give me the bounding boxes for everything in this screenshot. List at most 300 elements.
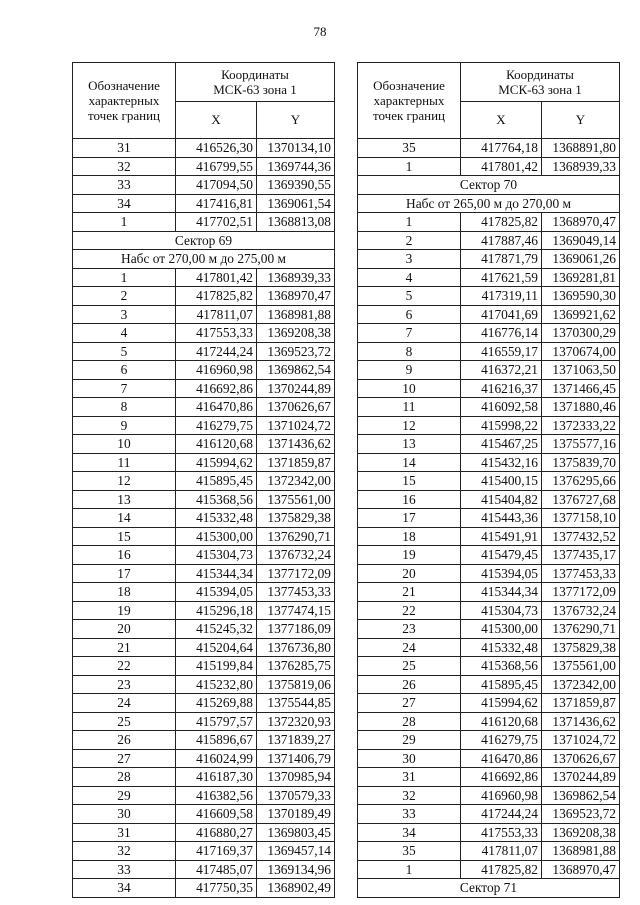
point-id-cell: 25 (73, 712, 176, 731)
y-coordinate-cell: 1371859,87 (257, 453, 335, 472)
y-coordinate-cell: 1368891,80 (542, 139, 620, 158)
table-row (73, 287, 335, 306)
y-coordinate-cell: 1376290,71 (257, 527, 335, 546)
point-id-cell: 2 (358, 231, 461, 250)
y-coordinate-cell: 1369862,54 (257, 361, 335, 380)
point-id-cell: 28 (358, 712, 461, 731)
y-coordinate-cell: 1377186,09 (257, 620, 335, 639)
table-row (358, 731, 620, 750)
x-coordinate-cell: 415998,22 (461, 416, 542, 435)
table-row (73, 435, 335, 454)
x-coordinate-cell: 417811,07 (176, 305, 257, 324)
x-coordinate-cell: 415394,05 (461, 564, 542, 583)
table-row (358, 139, 620, 158)
x-coordinate-cell: 416609,58 (176, 805, 257, 824)
table-row (73, 564, 335, 583)
y-coordinate-cell: 1376290,71 (542, 620, 620, 639)
point-id-cell: 33 (73, 176, 176, 195)
point-id-cell: 6 (358, 305, 461, 324)
point-id-cell: 32 (73, 157, 176, 176)
x-coordinate-cell: 417825,82 (461, 860, 542, 879)
y-coordinate-cell: 1372342,00 (542, 675, 620, 694)
table-row (73, 342, 335, 361)
y-coordinate-cell: 1376285,75 (257, 657, 335, 676)
point-id-cell: 16 (73, 546, 176, 565)
header-coord-line: МСК-63 зона 1 (213, 81, 297, 97)
point-id-cell: 27 (73, 749, 176, 768)
table-row (73, 805, 335, 824)
y-coordinate-cell: 1369390,55 (257, 176, 335, 195)
table-row (73, 194, 335, 213)
table-row (73, 361, 335, 380)
table-row (73, 620, 335, 639)
y-coordinate-cell: 1368939,33 (257, 268, 335, 287)
section-header-row (358, 176, 620, 195)
x-coordinate-cell: 417169,37 (176, 842, 257, 861)
point-id-cell: 22 (358, 601, 461, 620)
y-coordinate-cell: 1375829,38 (542, 638, 620, 657)
y-coordinate-cell: 1376732,24 (257, 546, 335, 565)
y-coordinate-cell: 1376727,68 (542, 490, 620, 509)
table-row (358, 768, 620, 787)
point-id-cell: 34 (358, 823, 461, 842)
point-id-cell: 5 (358, 287, 461, 306)
table-row (358, 268, 620, 287)
x-coordinate-cell: 417553,33 (461, 823, 542, 842)
x-coordinate-cell: 416960,98 (461, 786, 542, 805)
x-coordinate-cell: 415300,00 (176, 527, 257, 546)
x-coordinate-cell: 415432,16 (461, 453, 542, 472)
x-coordinate-cell: 416559,17 (461, 342, 542, 361)
x-coordinate-cell: 415797,57 (176, 712, 257, 731)
x-coordinate-cell: 417887,46 (461, 231, 542, 250)
table-row (358, 342, 620, 361)
point-id-cell: 1 (73, 213, 176, 232)
y-coordinate-cell: 1370300,29 (542, 324, 620, 343)
y-coordinate-cell: 1368970,47 (542, 213, 620, 232)
header-point-label (358, 63, 461, 139)
x-coordinate-cell: 417811,07 (461, 842, 542, 861)
table-row (73, 879, 335, 898)
point-id-cell: 8 (358, 342, 461, 361)
header-label-line: Обозначение (88, 78, 160, 93)
x-coordinate-cell: 416024,99 (176, 749, 257, 768)
point-id-cell: 4 (73, 324, 176, 343)
x-coordinate-cell: 415404,82 (461, 490, 542, 509)
x-coordinate-cell: 417764,18 (461, 139, 542, 158)
point-id-cell: 26 (358, 675, 461, 694)
y-coordinate-cell: 1376295,66 (542, 472, 620, 491)
y-coordinate-cell: 1370244,89 (257, 379, 335, 398)
section-header-row (73, 231, 335, 250)
x-coordinate-cell: 415994,62 (461, 694, 542, 713)
table-row (73, 509, 335, 528)
x-coordinate-cell: 417319,11 (461, 287, 542, 306)
point-id-cell: 9 (73, 416, 176, 435)
header-label-line: точек границ (87, 108, 161, 123)
point-id-cell: 33 (358, 805, 461, 824)
page-number: 78 (313, 24, 327, 39)
x-coordinate-cell: 417041,69 (461, 305, 542, 324)
y-coordinate-cell: 1370134,10 (257, 139, 335, 158)
point-id-cell: 34 (73, 879, 176, 898)
y-coordinate-cell: 1369523,72 (257, 342, 335, 361)
table-row (358, 231, 620, 250)
y-coordinate-cell: 1369061,26 (542, 250, 620, 269)
table-row (73, 731, 335, 750)
y-coordinate-cell: 1369921,62 (542, 305, 620, 324)
table-row (358, 250, 620, 269)
table-row (358, 657, 620, 676)
y-coordinate-cell: 1375839,70 (542, 453, 620, 472)
y-coordinate-cell: 1376736,80 (257, 638, 335, 657)
table-row (358, 786, 620, 805)
table-body-left (73, 139, 335, 898)
y-coordinate-cell: 1369744,36 (257, 157, 335, 176)
x-coordinate-cell: 417801,42 (461, 157, 542, 176)
y-coordinate-cell: 1369208,38 (542, 823, 620, 842)
point-id-cell: 17 (73, 564, 176, 583)
point-id-cell: 33 (73, 860, 176, 879)
x-coordinate-cell: 416372,21 (461, 361, 542, 380)
table-row (73, 601, 335, 620)
point-id-cell: 3 (358, 250, 461, 269)
x-coordinate-cell: 415994,62 (176, 453, 257, 472)
x-coordinate-cell: 416092,58 (461, 398, 542, 417)
table-row (358, 490, 620, 509)
x-coordinate-cell: 415368,56 (461, 657, 542, 676)
table-row (358, 712, 620, 731)
x-coordinate-cell: 416470,86 (176, 398, 257, 417)
x-coordinate-cell: 415896,67 (176, 731, 257, 750)
header-label-line: характерных (373, 93, 445, 108)
point-id-cell: 23 (358, 620, 461, 639)
x-coordinate-cell: 415304,73 (176, 546, 257, 565)
x-coordinate-cell: 417801,42 (176, 268, 257, 287)
point-id-cell: 29 (358, 731, 461, 750)
point-id-cell: 8 (73, 398, 176, 417)
y-coordinate-cell: 1371859,87 (542, 694, 620, 713)
x-coordinate-cell: 416279,75 (176, 416, 257, 435)
point-id-cell: 7 (358, 324, 461, 343)
y-coordinate-cell: 1370674,00 (542, 342, 620, 361)
table-row (358, 620, 620, 639)
table-row (73, 546, 335, 565)
x-coordinate-cell: 415204,64 (176, 638, 257, 657)
point-id-cell: 31 (358, 768, 461, 787)
y-coordinate-cell: 1369457,14 (257, 842, 335, 861)
point-id-cell: 3 (73, 305, 176, 324)
x-coordinate-cell: 415269,88 (176, 694, 257, 713)
y-coordinate-cell: 1371406,79 (257, 749, 335, 768)
table-row (73, 379, 335, 398)
table-row (358, 749, 620, 768)
point-id-cell: 15 (358, 472, 461, 491)
table-row (358, 638, 620, 657)
section-header-row (358, 194, 620, 213)
point-id-cell: 34 (73, 194, 176, 213)
point-id-cell: 6 (73, 361, 176, 380)
point-id-cell: 13 (358, 435, 461, 454)
x-coordinate-cell: 415443,36 (461, 509, 542, 528)
coordinates-table-right (357, 62, 620, 898)
x-coordinate-cell: 416692,86 (461, 768, 542, 787)
y-coordinate-cell: 1369049,14 (542, 231, 620, 250)
x-coordinate-cell: 415296,18 (176, 601, 257, 620)
x-coordinate-cell: 415344,34 (461, 583, 542, 602)
point-id-cell: 14 (73, 509, 176, 528)
table-row (73, 453, 335, 472)
table-row (73, 675, 335, 694)
point-id-cell: 23 (73, 675, 176, 694)
header-label-line: характерных (88, 93, 160, 108)
y-coordinate-cell: 1368981,88 (542, 842, 620, 861)
x-coordinate-cell: 417244,24 (176, 342, 257, 361)
y-coordinate-cell: 1369803,45 (257, 823, 335, 842)
point-id-cell: 17 (358, 509, 461, 528)
y-coordinate-cell: 1371024,72 (257, 416, 335, 435)
y-coordinate-cell: 1368981,88 (257, 305, 335, 324)
point-id-cell: 28 (73, 768, 176, 787)
point-id-cell: 21 (358, 583, 461, 602)
y-coordinate-cell: 1377453,33 (542, 564, 620, 583)
y-coordinate-cell: 1370985,94 (257, 768, 335, 787)
y-coordinate-cell: 1377435,17 (542, 546, 620, 565)
table-row (358, 157, 620, 176)
point-id-cell: 20 (73, 620, 176, 639)
table-row (73, 472, 335, 491)
point-id-cell: 31 (73, 139, 176, 158)
x-coordinate-cell: 417825,82 (461, 213, 542, 232)
x-coordinate-cell: 416120,68 (461, 712, 542, 731)
table-row (358, 379, 620, 398)
x-coordinate-cell: 416216,37 (461, 379, 542, 398)
y-coordinate-cell: 1369134,96 (257, 860, 335, 879)
header-y: Y (257, 101, 335, 139)
table-row (73, 268, 335, 287)
coordinates-table-left (72, 62, 335, 898)
y-coordinate-cell: 1377158,10 (542, 509, 620, 528)
y-coordinate-cell: 1370579,33 (257, 786, 335, 805)
table-row (73, 176, 335, 195)
y-coordinate-cell: 1377172,09 (257, 564, 335, 583)
x-coordinate-cell: 415895,45 (461, 675, 542, 694)
header-coord-line: Координаты (506, 66, 574, 82)
point-id-cell: 12 (358, 416, 461, 435)
table-row (73, 749, 335, 768)
table-row (358, 213, 620, 232)
y-coordinate-cell: 1370626,67 (542, 749, 620, 768)
y-coordinate-cell: 1375577,16 (542, 435, 620, 454)
point-id-cell: 22 (73, 657, 176, 676)
y-coordinate-cell: 1368813,08 (257, 213, 335, 232)
y-coordinate-cell: 1377172,09 (542, 583, 620, 602)
y-coordinate-cell: 1375561,00 (257, 490, 335, 509)
table-row (73, 657, 335, 676)
point-id-cell: 35 (358, 139, 461, 158)
table-row (358, 583, 620, 602)
x-coordinate-cell: 416526,30 (176, 139, 257, 158)
x-coordinate-cell: 415199,84 (176, 657, 257, 676)
x-coordinate-cell: 417750,35 (176, 879, 257, 898)
table-row (73, 527, 335, 546)
table-row (73, 139, 335, 158)
x-coordinate-cell: 417416,81 (176, 194, 257, 213)
x-coordinate-cell: 417553,33 (176, 324, 257, 343)
x-coordinate-cell: 417621,59 (461, 268, 542, 287)
point-id-cell: 27 (358, 694, 461, 713)
x-coordinate-cell: 416120,68 (176, 435, 257, 454)
point-id-cell: 10 (358, 379, 461, 398)
y-coordinate-cell: 1368902,49 (257, 879, 335, 898)
table-row (73, 324, 335, 343)
point-id-cell: 13 (73, 490, 176, 509)
point-id-cell: 11 (358, 398, 461, 417)
y-coordinate-cell: 1368939,33 (542, 157, 620, 176)
y-coordinate-cell: 1369281,81 (542, 268, 620, 287)
y-coordinate-cell: 1370189,49 (257, 805, 335, 824)
point-id-cell: 24 (73, 694, 176, 713)
table-row (358, 564, 620, 583)
table-row (73, 768, 335, 787)
header-x: X (461, 101, 542, 139)
table-row (358, 805, 620, 824)
y-coordinate-cell: 1371436,62 (257, 435, 335, 454)
x-coordinate-cell: 417871,79 (461, 250, 542, 269)
x-coordinate-cell: 415245,32 (176, 620, 257, 639)
table-row (73, 490, 335, 509)
y-coordinate-cell: 1372342,00 (257, 472, 335, 491)
x-coordinate-cell: 416692,86 (176, 379, 257, 398)
y-coordinate-cell: 1371024,72 (542, 731, 620, 750)
table-row (358, 527, 620, 546)
header-coord-line: МСК-63 зона 1 (498, 81, 582, 97)
y-coordinate-cell: 1369208,38 (257, 324, 335, 343)
table-row (73, 860, 335, 879)
header-label-line: Обозначение (373, 78, 445, 93)
point-id-cell: 10 (73, 435, 176, 454)
y-coordinate-cell: 1375561,00 (542, 657, 620, 676)
x-coordinate-cell: 415467,25 (461, 435, 542, 454)
point-id-cell: 18 (358, 527, 461, 546)
header-coordinates (461, 63, 620, 102)
table-row (73, 416, 335, 435)
x-coordinate-cell: 415232,80 (176, 675, 257, 694)
x-coordinate-cell: 416470,86 (461, 749, 542, 768)
header-label-line: точек границ (372, 108, 446, 123)
table-row (73, 305, 335, 324)
point-id-cell: 1 (358, 860, 461, 879)
section-label: Сектор 71 (358, 879, 620, 898)
table-row (358, 305, 620, 324)
point-id-cell: 30 (73, 805, 176, 824)
x-coordinate-cell: 415895,45 (176, 472, 257, 491)
table-row (73, 398, 335, 417)
x-coordinate-cell: 415332,48 (461, 638, 542, 657)
point-id-cell: 19 (73, 601, 176, 620)
x-coordinate-cell: 416799,55 (176, 157, 257, 176)
table-row (73, 823, 335, 842)
y-coordinate-cell: 1371466,45 (542, 379, 620, 398)
y-coordinate-cell: 1377474,15 (257, 601, 335, 620)
point-id-cell: 25 (358, 657, 461, 676)
table-row (73, 712, 335, 731)
table-row (358, 694, 620, 713)
table-row (358, 472, 620, 491)
point-id-cell: 24 (358, 638, 461, 657)
point-id-cell: 4 (358, 268, 461, 287)
point-id-cell: 19 (358, 546, 461, 565)
point-id-cell: 1 (358, 213, 461, 232)
table-row (358, 453, 620, 472)
x-coordinate-cell: 416187,30 (176, 768, 257, 787)
point-id-cell: 32 (73, 842, 176, 861)
header-point-label (73, 63, 176, 139)
section-header-row (73, 250, 335, 269)
y-coordinate-cell: 1368970,47 (257, 287, 335, 306)
y-coordinate-cell: 1371436,62 (542, 712, 620, 731)
table-row (358, 842, 620, 861)
header-coord-line: Координаты (221, 66, 289, 82)
x-coordinate-cell: 415344,34 (176, 564, 257, 583)
y-coordinate-cell: 1371063,50 (542, 361, 620, 380)
y-coordinate-cell: 1377453,33 (257, 583, 335, 602)
table-row (358, 601, 620, 620)
table-row (358, 546, 620, 565)
y-coordinate-cell: 1369523,72 (542, 805, 620, 824)
point-id-cell: 5 (73, 342, 176, 361)
table-row (358, 823, 620, 842)
x-coordinate-cell: 415304,73 (461, 601, 542, 620)
point-id-cell: 1 (73, 268, 176, 287)
table-row (358, 416, 620, 435)
table-body-right (358, 139, 620, 898)
x-coordinate-cell: 417485,07 (176, 860, 257, 879)
y-coordinate-cell: 1369061,54 (257, 194, 335, 213)
point-id-cell: 1 (358, 157, 461, 176)
x-coordinate-cell: 416279,75 (461, 731, 542, 750)
x-coordinate-cell: 416880,27 (176, 823, 257, 842)
header-y: Y (542, 101, 620, 139)
table-row (358, 675, 620, 694)
x-coordinate-cell: 415491,91 (461, 527, 542, 546)
y-coordinate-cell: 1369862,54 (542, 786, 620, 805)
x-coordinate-cell: 417094,50 (176, 176, 257, 195)
x-coordinate-cell: 415400,15 (461, 472, 542, 491)
x-coordinate-cell: 415300,00 (461, 620, 542, 639)
point-id-cell: 35 (358, 842, 461, 861)
point-id-cell: 32 (358, 786, 461, 805)
y-coordinate-cell: 1371839,27 (257, 731, 335, 750)
x-coordinate-cell: 417244,24 (461, 805, 542, 824)
y-coordinate-cell: 1376732,24 (542, 601, 620, 620)
point-id-cell: 18 (73, 583, 176, 602)
header-x: X (176, 101, 257, 139)
y-coordinate-cell: 1369590,30 (542, 287, 620, 306)
y-coordinate-cell: 1375819,06 (257, 675, 335, 694)
point-id-cell: 29 (73, 786, 176, 805)
section-label: Набс от 265,00 м до 270,00 м (358, 194, 620, 213)
point-id-cell: 11 (73, 453, 176, 472)
x-coordinate-cell: 415394,05 (176, 583, 257, 602)
table-row (73, 157, 335, 176)
table-row (358, 509, 620, 528)
point-id-cell: 15 (73, 527, 176, 546)
table-row (358, 361, 620, 380)
point-id-cell: 21 (73, 638, 176, 657)
x-coordinate-cell: 417702,51 (176, 213, 257, 232)
point-id-cell: 2 (73, 287, 176, 306)
